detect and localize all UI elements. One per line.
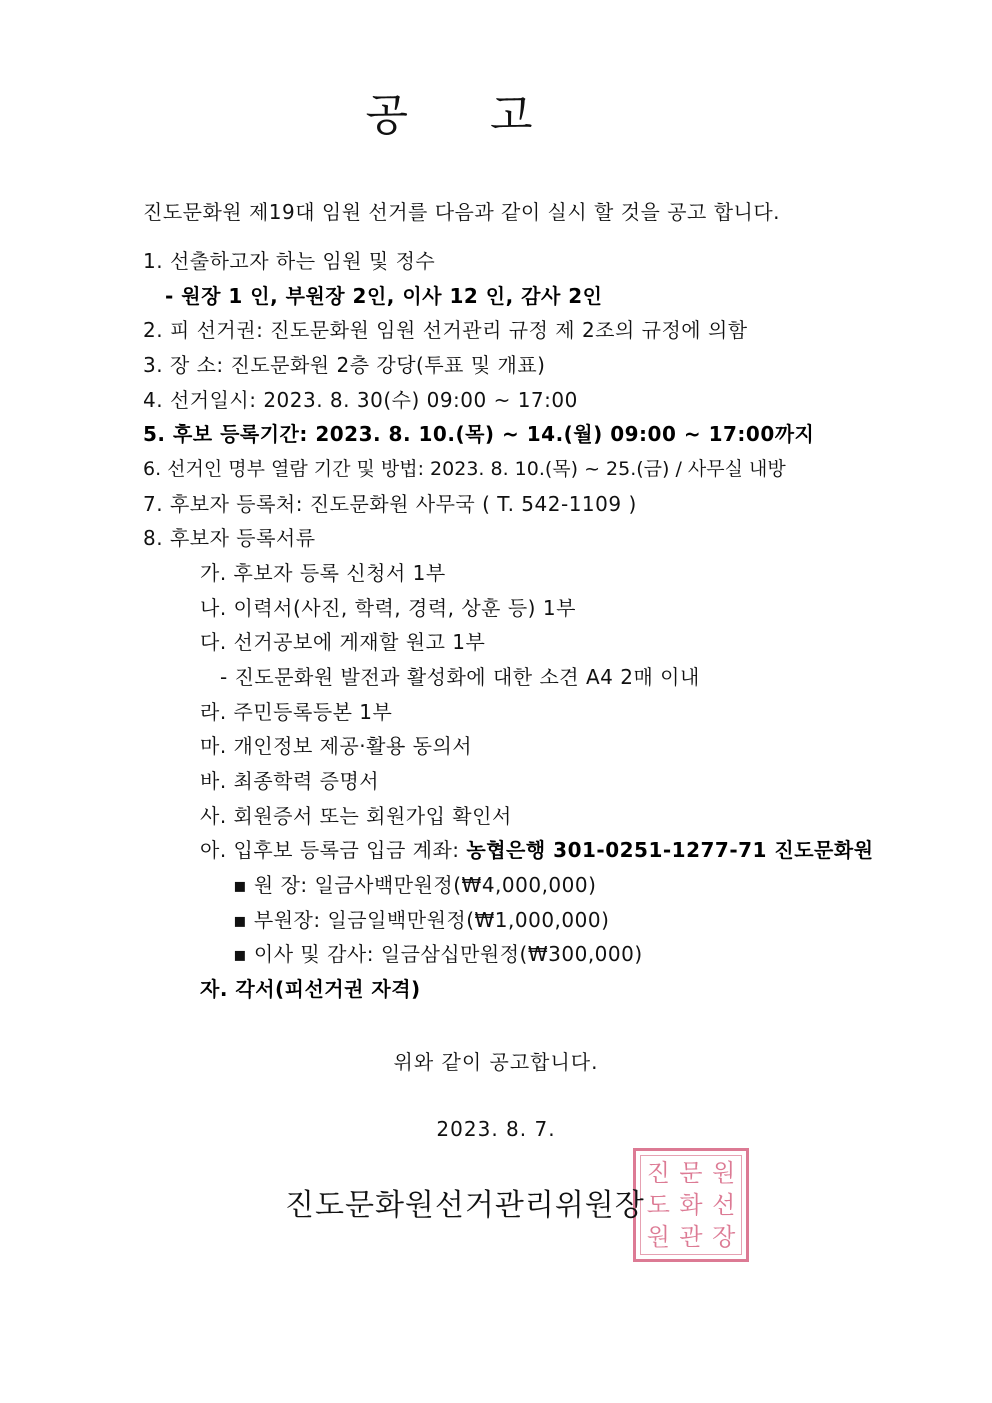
document-ma: 마. 개인정보 제공·활용 동의서 [200,734,473,758]
item-2: 2. 피 선거권: 진도문화원 임원 선거관리 규정 제 2조의 규정에 의함 [143,318,748,342]
seal-char: 진 [646,1159,670,1187]
item-8: 8. 후보자 등록서류 [143,526,316,550]
document-da-detail: - 진도문화원 발전과 활성화에 대한 소견 A4 2매 이내 [220,665,700,689]
deposit-label: 아. 입후보 등록금 입금 계좌: [200,838,467,862]
document-na: 나. 이력서(사진, 학력, 경력, 상훈 등) 1부 [200,596,576,620]
document-ra: 라. 주민등록등본 1부 [200,700,393,724]
official-seal-stamp [633,1148,749,1262]
closing-statement: 위와 같이 공고합니다. [393,1050,599,1074]
item-1-detail: - 원장 1 인, 부원장 2인, 이사 12 인, 감사 2인 [165,284,603,308]
document-ba: 바. 최종학력 증명서 [200,769,380,793]
seal-char: 관 [679,1223,703,1251]
document-da: 다. 선거공보에 게재할 원고 1부 [200,630,486,654]
title-char-first: 공 [365,90,410,141]
seal-char: 도 [646,1191,670,1219]
item-3: 3. 장 소: 진도문화원 2층 강당(투표 및 개표) [143,353,546,377]
title-char-second: 고 [490,90,535,141]
document-ga: 가. 후보자 등록 신청서 1부 [200,561,446,585]
fee-director: ▪ 원 장: 일금사백만원정(₩4,000,000) [233,873,597,897]
item-7: 7. 후보자 등록처: 진도문화원 사무국 ( T. 542-1109 ) [143,492,637,516]
seal-char: 장 [712,1223,736,1251]
signature-name: 진도문화원선거관리위원장 [285,1188,645,1223]
seal-char: 원 [712,1159,736,1187]
deposit-line [200,838,874,862]
notice-title [0,88,900,144]
intro-text: 진도문화원 제19대 임원 선거를 다음과 같이 실시 할 것을 공고 합니다. [143,200,781,224]
seal-char: 선 [712,1191,736,1219]
item-1: 1. 선출하고자 하는 임원 및 정수 [143,249,436,273]
item-5: 5. 후보 등록기간: 2023. 8. 10.(목) ~ 14.(월) 09:00 ~ 17:00까지 [143,422,815,446]
seal-char: 원 [646,1223,670,1251]
seal-char: 문 [679,1159,703,1187]
seal-char: 화 [679,1191,703,1219]
deposit-account: 농협은행 301-0251-1277-71 진도문화원 [466,838,874,862]
document-sa: 사. 회원증서 또는 회원가입 확인서 [200,804,512,828]
item-6: 6. 선거인 명부 열람 기간 및 방법: 2023. 8. 10.(목) ~ 25.(금) / 사무실 내방 [143,458,786,480]
notice-date: 2023. 8. 7. [436,1117,556,1141]
pledge-document: 자. 각서(피선거권 자격) [200,977,421,1001]
fee-board-auditor: ▪ 이사 및 감사: 일금삼십만원정(₩300,000) [233,942,643,966]
item-4: 4. 선거일시: 2023. 8. 30(수) 09:00 ~ 17:00 [143,388,578,412]
fee-vice-director: ▪ 부원장: 일금일백만원정(₩1,000,000) [233,908,610,932]
